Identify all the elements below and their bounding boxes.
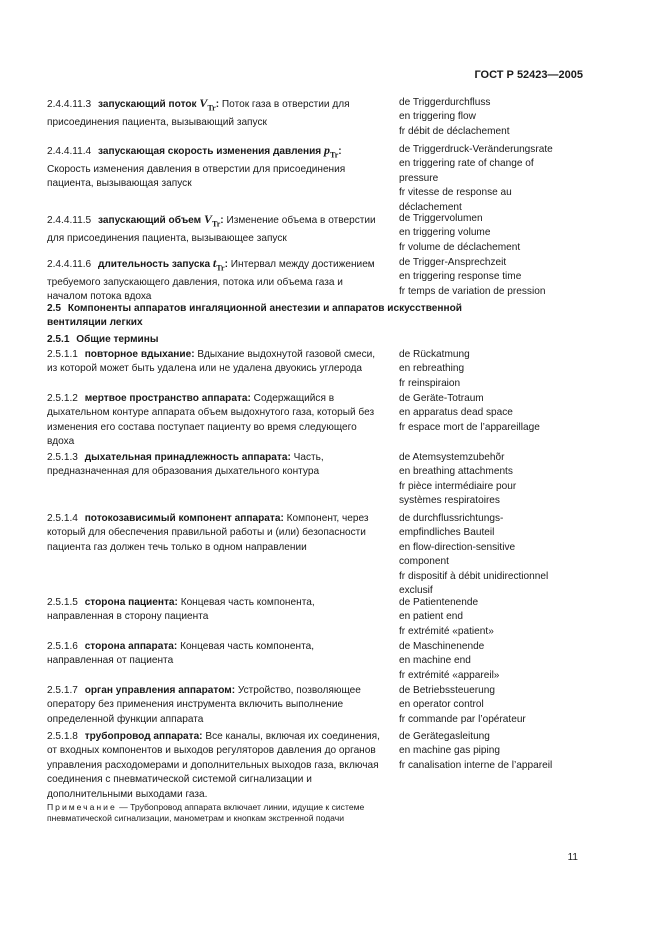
english-term: en breathing attachments — [399, 466, 513, 478]
english-term: en triggering volume — [399, 227, 491, 239]
term-name: сторона пациента: — [84, 597, 178, 608]
foreign-equivalents — [399, 96, 624, 139]
french-term: fr espace mort de l’appareillage — [399, 421, 540, 433]
term-symbol: $V_{Tr}$ — [199, 96, 216, 113]
term-definition: 2.4.4.11.6 длительность запуска $t_{Tr}$: Интервал между достижением требуемого запускающего давления, потока или объема газа и началом потока вдоха — [47, 256, 375, 303]
french-term: fr reinspiraion — [399, 377, 461, 389]
french-term-cont: systèmes respiratoires — [399, 495, 500, 507]
german-term: de Patientenende — [399, 597, 479, 608]
page-number: 11 — [567, 852, 578, 863]
french-term: fr extrémité «patient» — [399, 625, 494, 637]
term-number: 2.4.4.11.6 — [47, 259, 92, 270]
french-term: fr canalisation interne de l’appareil — [399, 759, 553, 771]
term-definition — [47, 730, 383, 802]
subsection-number: 2.5.1 — [47, 334, 70, 345]
term-number: 2.5.1.1 — [47, 349, 78, 360]
term-name: мертвое пространство аппарата: — [84, 393, 251, 404]
english-term-cont: pressure — [399, 172, 439, 184]
french-term: fr extrémité «appareil» — [399, 669, 500, 681]
foreign-equivalents — [399, 392, 624, 435]
definition-text: Компонент, через который для обеспечения правильной работы и (или) безопасности пациента газ должен течь только в одном направлении — [47, 513, 369, 553]
term-number: 2.5.1.4 — [47, 513, 78, 524]
english-term: en flow-direction-sensitive — [399, 541, 516, 553]
section-number: 2.5 — [47, 303, 62, 314]
foreign-equivalents — [399, 451, 624, 509]
english-term-cont: component — [399, 556, 449, 568]
foreign-equivalents — [399, 212, 624, 255]
german-term: de Triggervolumen — [399, 213, 483, 224]
french-term: fr temps de variation de pression — [399, 285, 546, 297]
foreign-equivalents — [399, 348, 624, 391]
term-number: 2.5.1.7 — [47, 685, 78, 696]
definition-text: Интервал между достижением требуемого запускающего давления, потока или объема газа и началом потока вдоха — [47, 259, 375, 303]
term-number: 2.5.1.5 — [47, 597, 78, 608]
term-name: повторное вдыхание: — [84, 349, 195, 360]
section-heading — [47, 302, 517, 331]
english-term: en operator control — [399, 699, 484, 711]
term-number: 2.5.1.6 — [47, 641, 78, 652]
term-number: 2.4.4.11.3 — [47, 99, 92, 110]
term-number: 2.5.1.8 — [47, 731, 78, 742]
term-name: дыхательная принадлежность аппарата: — [84, 452, 291, 463]
term-name: длительность запуска — [97, 259, 211, 270]
foreign-equivalents — [399, 512, 624, 598]
term-definition — [47, 512, 383, 555]
definition-text: Все каналы, включая их соединения, от входных компонентов и выходов регуляторов давления до органов управления расходомерами и дополнительных выходов газа, включая соединения с пневматической системой сигнализации и дополнительными выходами газа. — [47, 731, 380, 800]
foreign-equivalents — [399, 256, 624, 299]
german-term: de Rückatmung — [399, 349, 470, 360]
subsection-heading — [47, 333, 607, 347]
french-term: fr vitesse de response au — [399, 187, 512, 199]
term-name: запускающий поток — [97, 99, 197, 110]
french-term-cont: exclusif — [399, 585, 433, 597]
foreign-equivalents — [399, 730, 624, 773]
term-number: 2.4.4.11.5 — [47, 215, 92, 226]
english-term: en triggering flow — [399, 111, 476, 123]
note-label: Примечание — [47, 802, 117, 812]
term-definition — [47, 348, 383, 377]
german-term: de Gerätegasleitung — [399, 731, 490, 742]
german-term: de Maschinenende — [399, 641, 485, 652]
definition-text: Скорость изменения давления в отверстии для присоединения пациента, вызывающая запуск — [47, 163, 346, 190]
definition-text: Изменение объема в отверстии для присоединения пациента, вызывающее запуск — [47, 215, 376, 244]
german-term: de Atemsystemzubehõr — [399, 452, 505, 463]
term-definition: 2.4.4.11.4 запускающая скорость изменения давления $p_{Tr}$: Скорость изменения давления в отверстии для присоединения пациента, вызывающая запуск — [47, 143, 346, 190]
term-name: сторона аппарата: — [84, 641, 178, 652]
english-term: en machine end — [399, 655, 471, 667]
definition-text: Устройство, позволяющее оператору без применения инструмента включить выполнение определенной функции аппарата — [47, 685, 361, 725]
term-definition — [47, 684, 383, 727]
term-name: трубопровод аппарата: — [84, 731, 203, 742]
german-term: de Trigger-Ansprechzeit — [399, 257, 507, 268]
english-term: en triggering response time — [399, 271, 522, 283]
english-term: en triggering rate of change of — [399, 158, 534, 170]
term-definition: 2.4.4.11.5 запускающий объем $V_{Tr}$: Изменение объема в отверстии для присоединения пациента, вызывающее запуск — [47, 212, 376, 244]
english-term: en machine gas piping — [399, 745, 501, 757]
foreign-equivalents — [399, 684, 624, 727]
document-header: ГОСТ Р 52423—2005 — [474, 69, 583, 81]
english-term: en rebreathing — [399, 363, 465, 375]
definition-text: Часть, предназначенная для образования дыхательного контура — [47, 452, 324, 478]
term-symbol: $p_{Tr}$ — [323, 143, 339, 160]
term-number: 2.5.1.2 — [47, 393, 78, 404]
german-term: de durchflussrichtungs- — [399, 513, 504, 524]
section-title: Компоненты аппаратов ингаляционной анестезии и аппаратов искусственной вентиляции легких — [47, 303, 462, 329]
term-name: потокозависимый компонент аппарата: — [84, 513, 284, 524]
term-name: орган управления аппаратом: — [84, 685, 236, 696]
foreign-equivalents — [399, 596, 624, 639]
english-term: en apparatus dead space — [399, 407, 513, 419]
french-term-cont: déclachement — [399, 201, 462, 213]
definition-text: Содержащийся в дыхательном контуре аппарата объем выдохнутого газа, который без изменения его состава поступает пациенту во время следующего вдоха — [47, 393, 375, 448]
english-term: en patient end — [399, 611, 463, 623]
german-term-cont: empfindliches Bauteil — [399, 527, 495, 539]
french-term: fr volume de déclachement — [399, 241, 521, 253]
definition-text: Концевая часть компонента, направленная от пациента — [47, 641, 315, 667]
german-term: de Betriebssteuerung — [399, 685, 495, 696]
french-term: fr commande par l’opérateur — [399, 713, 526, 725]
term-definition — [47, 596, 383, 625]
term-definition — [47, 392, 383, 450]
german-term: de Triggerdruck-Veränderungsrate — [399, 144, 553, 155]
term-symbol: $t_{Tr}$ — [212, 256, 225, 273]
definition-text: Концевая часть компонента, направленная в сторону пациента — [47, 597, 315, 623]
term-name: запускающий объем — [97, 215, 202, 226]
definition-text: Поток газа в отверстии для присоединения пациента, вызывающий запуск — [47, 99, 350, 128]
german-term: de Triggerdurchfluss — [399, 97, 491, 108]
note-text: — Трубопровод аппарата включает линии, идущие к системе пневматической сигнализации, манометрам и кнопкам экстренной подачи — [47, 802, 365, 824]
french-term: fr débit de déclachement — [399, 125, 510, 137]
definition-text: Вдыхание выдохнутой газовой смеси, из которой может быть удалена или не удалена двуокись углерода — [47, 349, 376, 375]
german-term: de Geräte-Totraum — [399, 393, 484, 404]
foreign-equivalents — [399, 640, 624, 683]
term-number: 2.5.1.3 — [47, 452, 78, 463]
term-name: запускающая скорость изменения давления — [97, 146, 322, 157]
french-term: fr pièce intermédiaire pour — [399, 480, 517, 492]
term-number: 2.4.4.11.4 — [47, 146, 92, 157]
foreign-equivalents — [399, 143, 624, 215]
term-definition — [47, 451, 383, 480]
term-definition: 2.4.4.11.3 запускающий поток $V_{Tr}$: Поток газа в отверстии для присоединения пациента, вызывающий запуск — [47, 96, 350, 128]
term-definition — [47, 640, 383, 669]
term-symbol: $V_{Tr}$ — [203, 212, 221, 229]
subsection-title: Общие термины — [76, 334, 159, 345]
french-term: fr dispositif à débit unidirectionnel — [399, 570, 549, 582]
note — [47, 802, 377, 825]
